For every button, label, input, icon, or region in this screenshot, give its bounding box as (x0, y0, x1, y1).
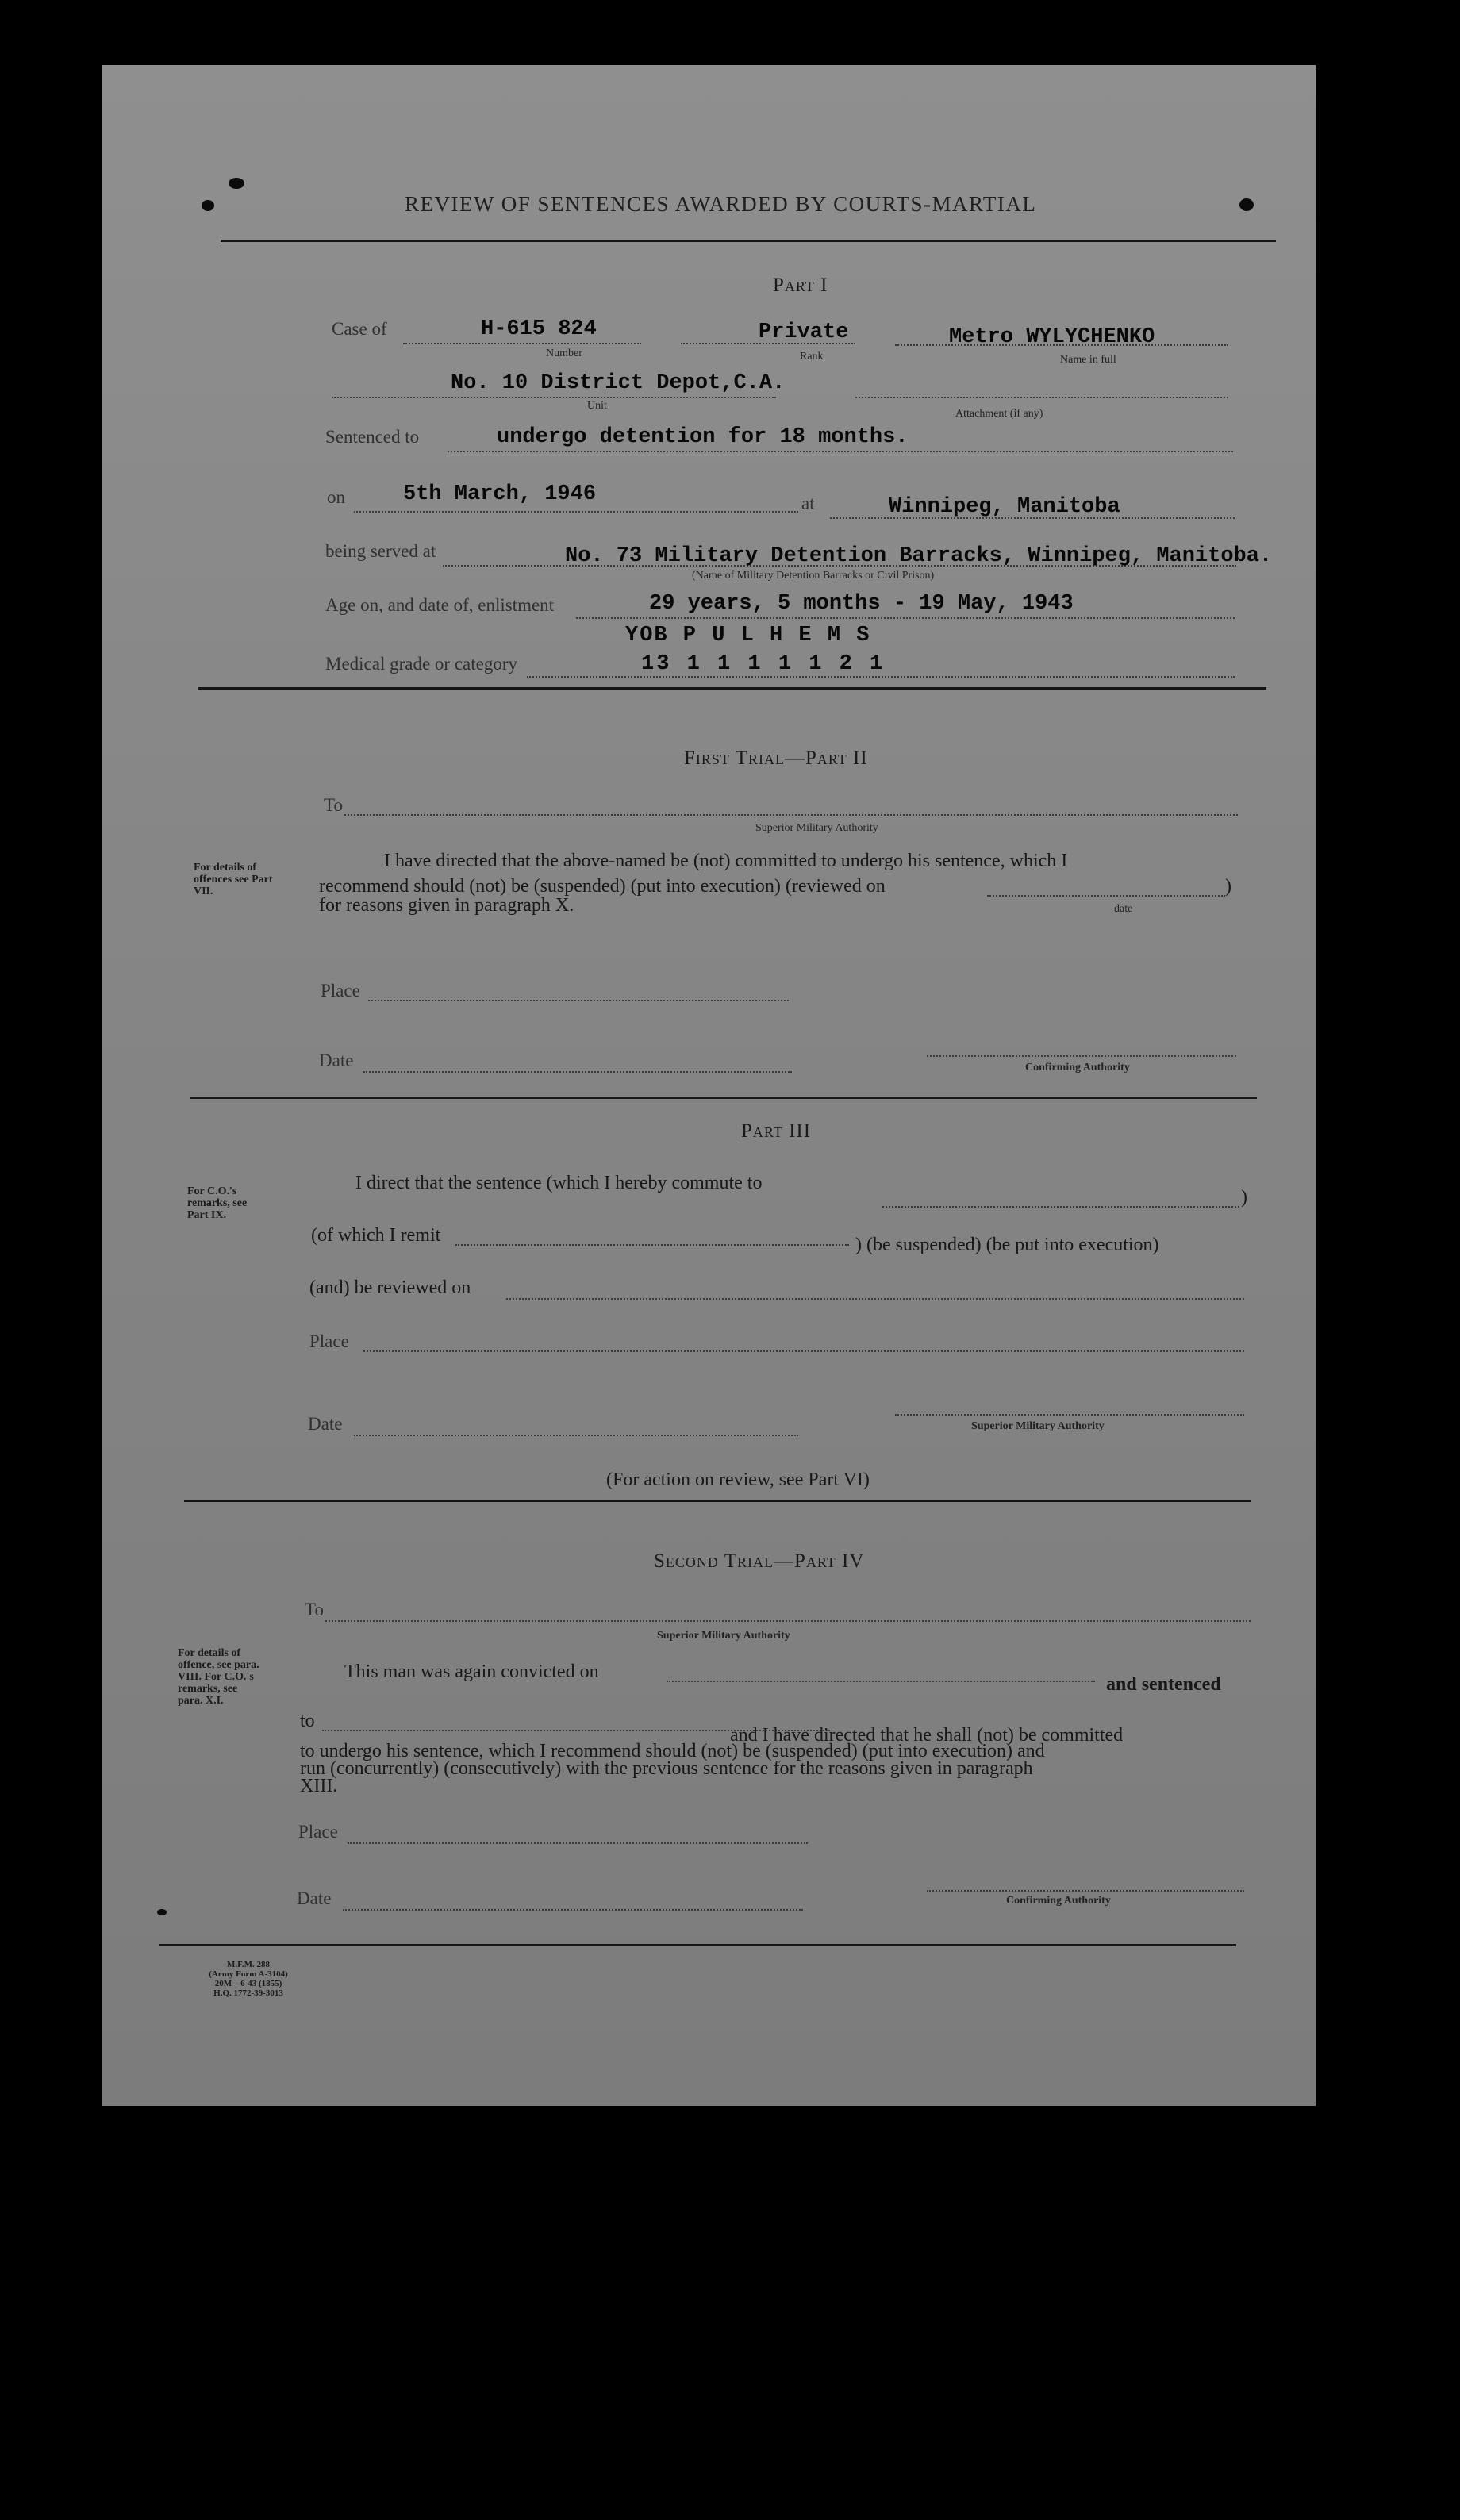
part3-text-2a: (of which I remit (311, 1225, 441, 1246)
part2-to-line (344, 814, 1238, 816)
unit-caption: Unit (587, 400, 607, 412)
part4-text-2b: and I have directed that he shall (not) be committed (730, 1725, 1124, 1746)
part4-text-2a: to (300, 1711, 315, 1731)
part1-rule (198, 687, 1266, 690)
remit-line (455, 1244, 849, 1246)
part1-heading: Part I (773, 275, 828, 296)
part4-place-label: Place (298, 1822, 338, 1842)
age-line (576, 617, 1235, 619)
form-number (181, 1960, 316, 1998)
part3-margin-note: For C.O.'s remarks, see Part IX. (187, 1185, 248, 1221)
part2-rule (190, 1097, 1257, 1099)
part4-rule (159, 1944, 1236, 1946)
sentenced-label: Sentenced to (325, 427, 420, 447)
at-label: at (801, 494, 815, 513)
part2-place-line (368, 1000, 789, 1001)
part4-text-4: run (concurrently) (consecutively) with the previous sentence for the reasons given in paragraph (300, 1758, 1033, 1779)
part3-heading: Part III (741, 1120, 812, 1142)
served-label: being served at (325, 541, 436, 561)
part2-date-label: Date (319, 1051, 354, 1070)
part3-place-line (363, 1350, 1244, 1352)
part2-place-label: Place (321, 981, 360, 1001)
sentence-date-line (354, 511, 798, 513)
sentence-line (448, 451, 1233, 452)
on-label: on (327, 487, 345, 507)
part4-text-1-end: and sentenced (1106, 1674, 1221, 1695)
part4-date-label: Date (297, 1888, 332, 1908)
header-rule (221, 240, 1276, 242)
part4-heading: Second Trial—Part IV (654, 1550, 865, 1572)
form-line-4: H.Q. 1772-39-3013 (213, 1988, 283, 1998)
age-label: Age on, and date of, enlistment (325, 595, 555, 615)
part2-text-3: for reasons given in paragraph X. (319, 895, 574, 916)
part4-authority-caption: Superior Military Authority (657, 1630, 790, 1642)
punch-mark-top (229, 178, 244, 189)
part4-confirm-line (927, 1890, 1244, 1892)
part4-date-line (343, 1909, 803, 1911)
name-caption: Name in full (1060, 354, 1116, 366)
part4-text-5: XIII. (300, 1776, 338, 1796)
part2-text-2-end: ) (1225, 876, 1231, 897)
medical-line (527, 676, 1235, 678)
part3-authority-line (895, 1414, 1244, 1416)
number-caption: Number (546, 348, 582, 359)
part4-text-3: to undergo his sentence, which I recommend should (not) be (suspended) (put into execution) and (300, 1741, 1045, 1761)
punch-mark-right (1239, 198, 1254, 211)
part3-place-label: Place (309, 1331, 349, 1351)
sentence-place-value: Winnipeg, Manitoba (889, 495, 1120, 519)
rank-value: Private (759, 321, 849, 344)
part2-authority-caption: Superior Military Authority (755, 822, 878, 834)
part3-text-1: I direct that the sentence (which I hereby commute to (355, 1173, 763, 1193)
case-of-label: Case of (332, 319, 387, 339)
unit-line (332, 397, 776, 398)
part3-rule (184, 1500, 1251, 1502)
sentence-value: undergo detention for 18 months. (497, 425, 909, 449)
served-caption: (Name of Military Detention Barracks or Civil Prison) (692, 570, 935, 582)
edge-mark (157, 1909, 167, 1915)
case-number-line (403, 343, 641, 344)
form-title: REVIEW OF SENTENCES AWARDED BY COURTS-MARTIAL (405, 192, 1037, 216)
attachment-caption: Attachment (if any) (955, 408, 1043, 420)
unit-value: No. 10 District Depot,C.A. (451, 371, 786, 395)
age-value: 29 years, 5 months - 19 May, 1943 (649, 592, 1074, 616)
part4-text-1: This man was again convicted on (344, 1661, 599, 1682)
part3-action-note: (For action on review, see Part VI) (606, 1469, 870, 1490)
name-value: Metro WYLYCHENKO (949, 325, 1155, 349)
part4-to-label: To (305, 1600, 324, 1619)
case-number-value: H-615 824 (481, 317, 597, 341)
part2-confirm-line (927, 1055, 1236, 1057)
part3-text-1-end: ) (1241, 1187, 1247, 1208)
date-caption: date (1114, 903, 1133, 915)
sentence-date-value: 5th March, 1946 (403, 482, 597, 506)
attachment-line (855, 397, 1228, 398)
part2-text-1: I have directed that the above-named be (not) committed to undergo his sentence, which I (384, 851, 1068, 871)
punch-mark-left (202, 200, 214, 211)
served-value: No. 73 Military Detention Barracks, Winnipeg, Manitoba. (565, 544, 1273, 568)
reviewed-on-line (506, 1298, 1244, 1300)
part4-place-line (348, 1842, 808, 1844)
form-line-1: M.F.M. 288 (227, 1960, 270, 1969)
part2-text-2: recommend should (not) be (suspended) (put into execution) (reviewed on (319, 876, 886, 897)
part4-confirming-caption: Confirming Authority (1006, 1895, 1111, 1907)
part4-to-line (325, 1620, 1251, 1622)
pulhems-value: YOB P U L H E M S (625, 624, 871, 647)
form-line-2: (Army Form A-3104) (209, 1969, 288, 1979)
part2-date-line (363, 1071, 792, 1073)
document-page (102, 65, 1316, 2106)
part3-date-line (354, 1435, 798, 1436)
convicted-on-line (667, 1681, 1095, 1682)
part2-confirming-caption: Confirming Authority (1025, 1062, 1130, 1074)
medical-label: Medical grade or category (325, 654, 518, 674)
form-line-3: 20M—6-43 (1855) (214, 1979, 282, 1988)
commute-line (882, 1206, 1239, 1208)
part3-authority-caption: Superior Military Authority (971, 1420, 1105, 1432)
part3-text-2b: ) (be suspended) (be put into execution) (855, 1235, 1159, 1255)
part3-date-label: Date (308, 1414, 343, 1434)
review-date-line (987, 895, 1225, 897)
part2-to-label: To (324, 795, 343, 815)
part3-text-3: (and) be reviewed on (309, 1277, 471, 1298)
rank-caption: Rank (800, 351, 824, 363)
medical-value: 13 1 1 1 1 1 2 1 (641, 652, 886, 676)
part2-margin-note: For details of offences see Part VII. (194, 862, 273, 897)
part4-margin-note: For details of offence, see para. VIII. For C.O.'s remarks, see para. X.I. (178, 1647, 259, 1707)
part2-heading: First Trial—Part II (684, 747, 868, 769)
